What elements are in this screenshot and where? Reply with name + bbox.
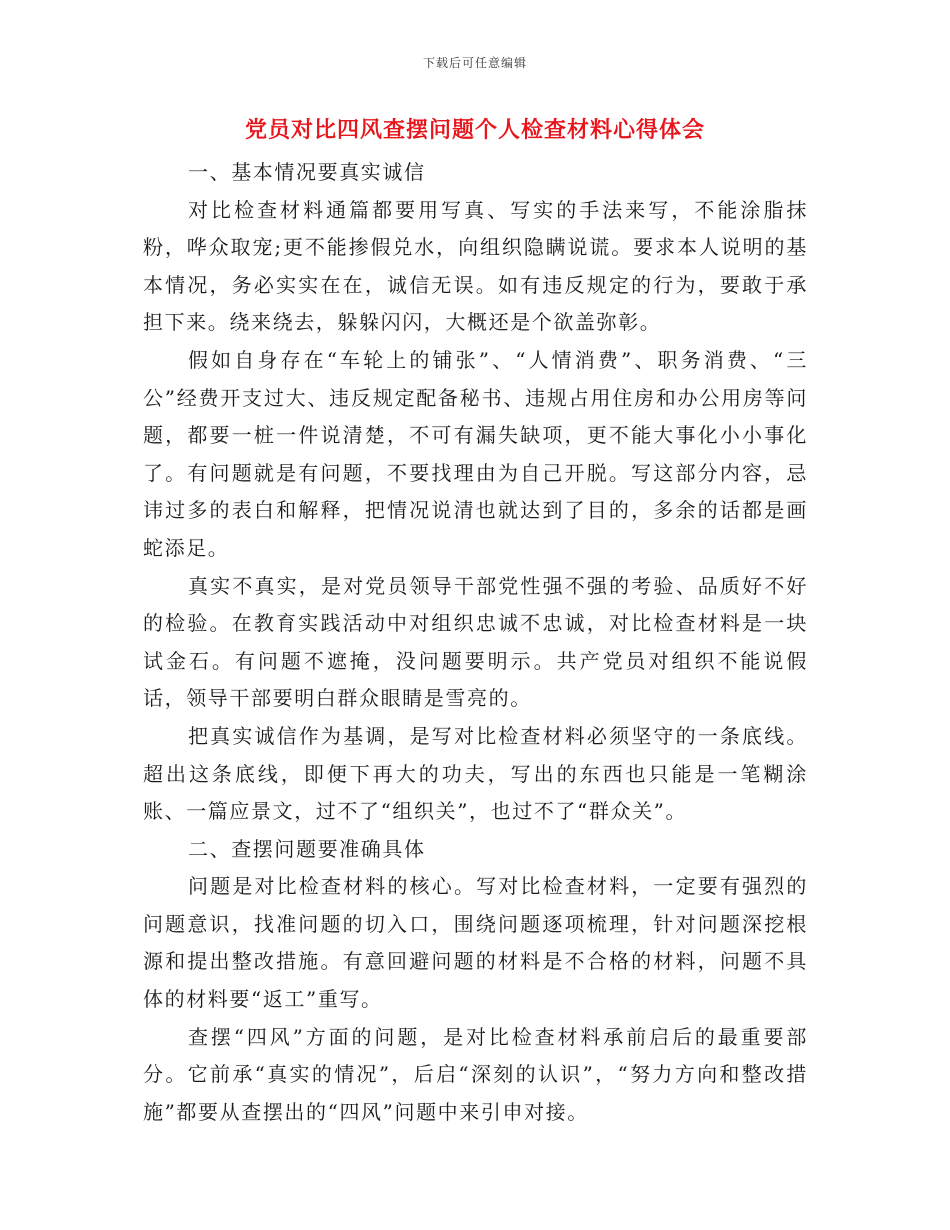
section-heading-problem-finding: 二、查摆问题要准确具体 — [188, 836, 426, 861]
paragraph: 查摆“四风”方面的问题，是对比检查材料承前启后的最重要部分。它前承“真实的情况”，后启“深刻的认识”，“努力方向和整改措施”都要从查摆出的“四风”问题中来引申对接。 — [143, 1024, 808, 1124]
document-title: 党员对比四风查摆问题个人检查材料心得体会 — [244, 117, 705, 143]
paragraph: 把真实诚信作为基调，是写对比检查材料必须坚守的一条底线。超出这条底线，即便下再大的功夫，写出的东西也只能是一笔糊涂账、一篇应景文，过不了“组织关”，也过不了“群众关”。 — [143, 723, 808, 824]
section-heading-basic-situation: 一、基本情况要真实诚信 — [188, 160, 426, 184]
header-note: 下载后可任意编辑 — [422, 56, 527, 70]
paragraph: 对比检查材料通篇都要用写真、写实的手法来写，不能涂脂抹粉，哗众取宠;更不能掺假兑水，向组织隐瞒说谎。要求本人说明的基本情况，务必实实在在，诚信无误。如有违反规定的行为，要敢于承担下来。绕来绕去，躲躲闪闪，大概还是个欲盖弥彰。 — [143, 197, 808, 335]
paragraph: 真实不真实，是对党员领导干部党性强不强的考验、品质好不好的检验。在教育实践活动中对组织忠诚不忠诚，对比检查材料是一块试金石。有问题不遮掩，没问题要明示。共产党员对组织不能说假话，领导干部要明白群众眼睛是雪亮的。 — [143, 573, 808, 711]
paragraph: 问题是对比检查材料的核心。写对比检查材料，一定要有强烈的问题意识，找准问题的切入口，围绕问题逐项梳理，针对问题深挖根源和提出整改措施。有意回避问题的材料是不合格的材料，问题不具体的材料要“返工”重写。 — [143, 874, 808, 1012]
paragraph: 假如自身存在“车轮上的铺张”、“人情消费”、职务消费、“三公”经费开支过大、违反规定配备秘书、违规占用住房和办公用房等问题，都要一桩一件说清楚，不可有漏失缺项，更不能大事化小小事化了。有问题就是有问题，不要找理由为自己开脱。写这部分内容，忌讳过多的表白和解释，把情况说清也就达到了目的，多余的话都是画蛇添足。 — [143, 347, 808, 560]
document-body — [143, 154, 808, 1131]
